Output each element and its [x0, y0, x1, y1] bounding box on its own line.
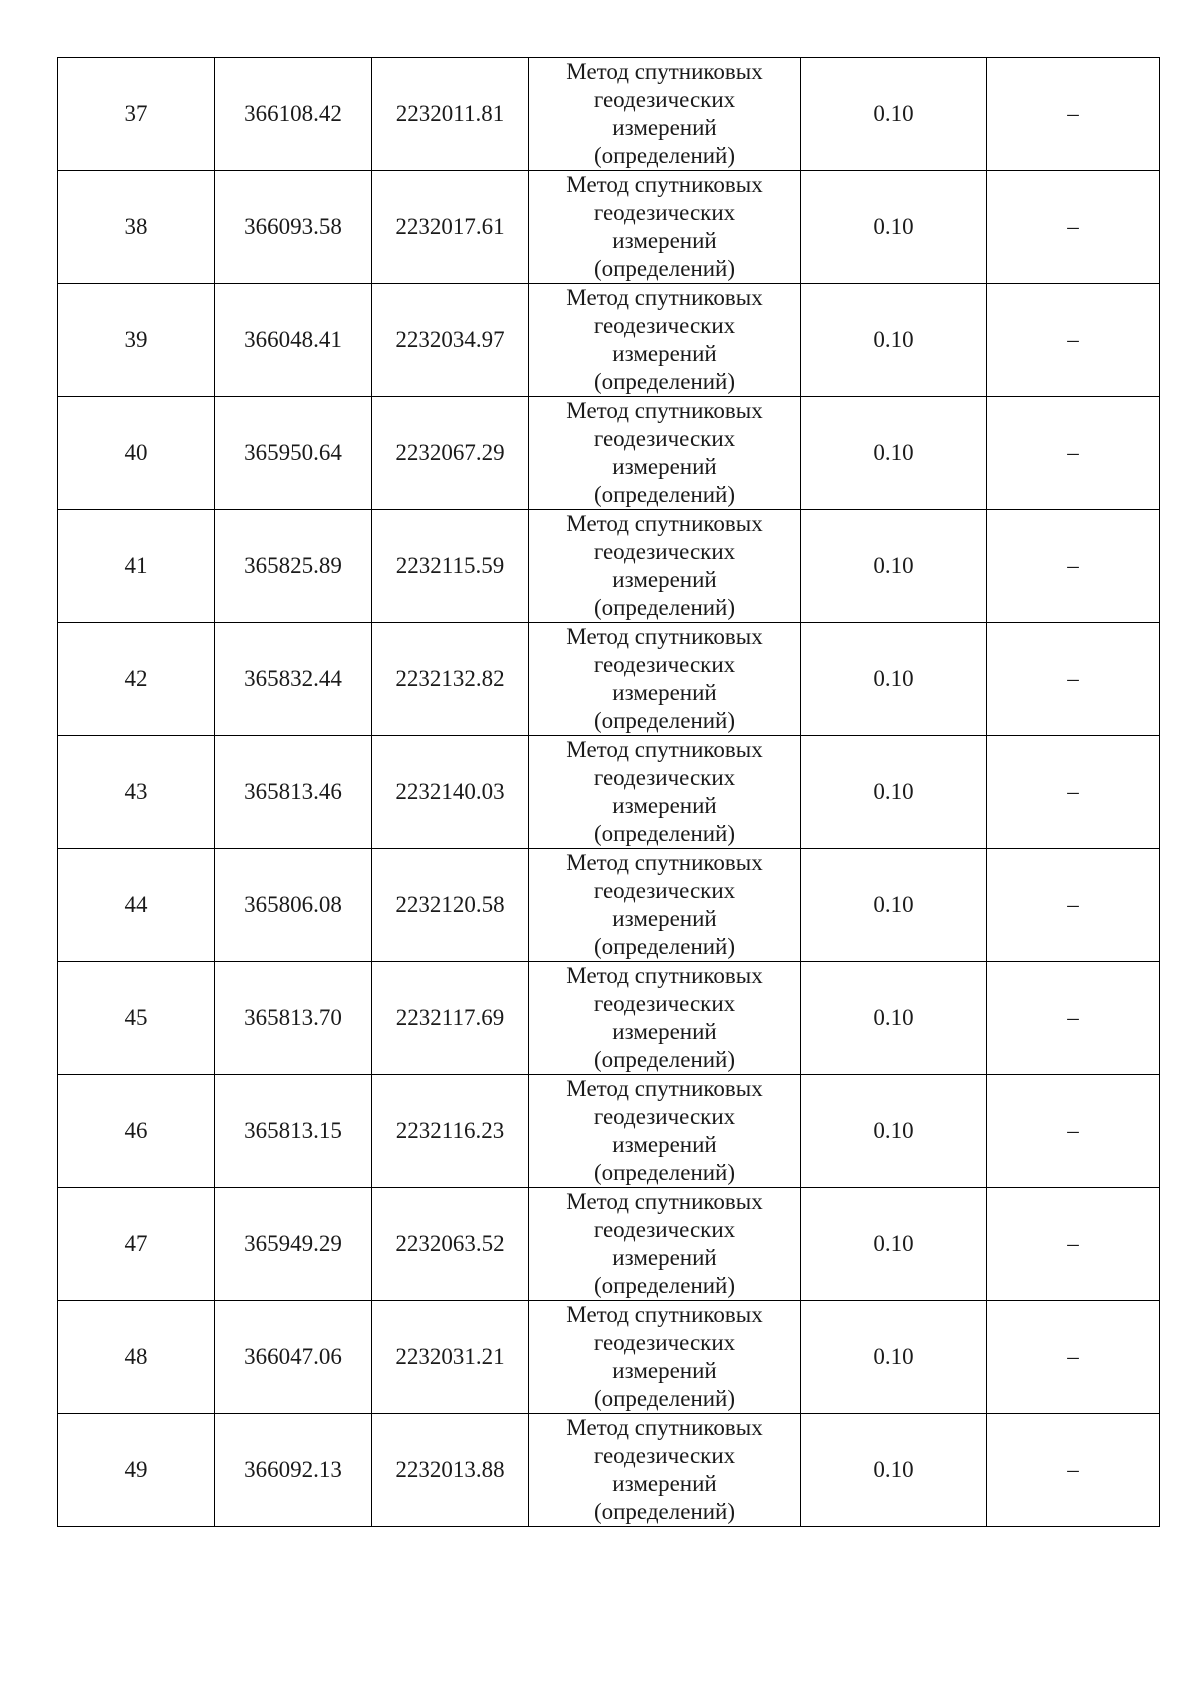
note-cell: – [987, 623, 1160, 736]
point-number-cell: 38 [58, 171, 215, 284]
document-page [57, 57, 1159, 1527]
point-number-cell: 42 [58, 623, 215, 736]
table-row [58, 1414, 1160, 1527]
accuracy-cell: 0.10 [801, 849, 987, 962]
table-row [58, 1301, 1160, 1414]
coordinates-table [57, 57, 1160, 1527]
accuracy-cell: 0.10 [801, 510, 987, 623]
accuracy-cell: 0.10 [801, 1301, 987, 1414]
method-line: измерений [612, 567, 717, 592]
method-line: геодезических [593, 313, 736, 338]
point-number-cell: 39 [58, 284, 215, 397]
x-coordinate-cell: 366092.13 [215, 1414, 372, 1527]
method-line: Метод спутниковых [566, 850, 763, 875]
method-line: измерений [612, 1471, 717, 1496]
x-coordinate-cell: 366108.42 [215, 58, 372, 171]
method-line: измерений [612, 906, 717, 931]
method-line: измерений [612, 1132, 717, 1157]
note-cell: – [987, 397, 1160, 510]
method-line: геодезических [593, 652, 736, 677]
y-coordinate-cell: 2232011.81 [372, 58, 529, 171]
accuracy-cell: 0.10 [801, 1188, 987, 1301]
y-coordinate-cell: 2232140.03 [372, 736, 529, 849]
accuracy-cell: 0.10 [801, 397, 987, 510]
method-cell [529, 1301, 801, 1414]
note-cell: – [987, 1075, 1160, 1188]
method-line: (определений) [593, 708, 736, 733]
point-number-cell: 48 [58, 1301, 215, 1414]
x-coordinate-cell: 365813.46 [215, 736, 372, 849]
method-line: измерений [612, 1245, 717, 1270]
method-line: геодезических [593, 539, 736, 564]
y-coordinate-cell: 2232132.82 [372, 623, 529, 736]
method-cell [529, 510, 801, 623]
method-line: измерений [612, 793, 717, 818]
note-cell: – [987, 736, 1160, 849]
y-coordinate-cell: 2232013.88 [372, 1414, 529, 1527]
table-row [58, 284, 1160, 397]
method-line: (определений) [593, 482, 736, 507]
method-line: геодезических [593, 1330, 736, 1355]
accuracy-cell: 0.10 [801, 736, 987, 849]
method-line: геодезических [593, 200, 736, 225]
x-coordinate-cell: 365806.08 [215, 849, 372, 962]
method-line: Метод спутниковых [566, 624, 763, 649]
method-line: измерений [612, 454, 717, 479]
method-line: (определений) [593, 1499, 736, 1524]
point-number-cell: 40 [58, 397, 215, 510]
method-line: геодезических [593, 878, 736, 903]
table-row [58, 397, 1160, 510]
y-coordinate-cell: 2232117.69 [372, 962, 529, 1075]
method-line: (определений) [593, 1273, 736, 1298]
x-coordinate-cell: 365825.89 [215, 510, 372, 623]
method-line: измерений [612, 341, 717, 366]
method-cell [529, 171, 801, 284]
method-line: измерений [612, 1358, 717, 1383]
point-number-cell: 46 [58, 1075, 215, 1188]
table-row [58, 1075, 1160, 1188]
point-number-cell: 44 [58, 849, 215, 962]
method-line: (определений) [593, 934, 736, 959]
point-number-cell: 41 [58, 510, 215, 623]
table-row [58, 58, 1160, 171]
table-row [58, 171, 1160, 284]
note-cell: – [987, 849, 1160, 962]
table-row [58, 849, 1160, 962]
note-cell: – [987, 1188, 1160, 1301]
method-cell [529, 736, 801, 849]
method-line: Метод спутниковых [566, 398, 763, 423]
point-number-cell: 43 [58, 736, 215, 849]
method-line: Метод спутниковых [566, 285, 763, 310]
method-line: Метод спутниковых [566, 1302, 763, 1327]
point-number-cell: 37 [58, 58, 215, 171]
method-line: (определений) [593, 1386, 736, 1411]
x-coordinate-cell: 366047.06 [215, 1301, 372, 1414]
method-line: геодезических [593, 87, 736, 112]
accuracy-cell: 0.10 [801, 171, 987, 284]
accuracy-cell: 0.10 [801, 284, 987, 397]
note-cell: – [987, 1414, 1160, 1527]
method-line: геодезических [593, 1443, 736, 1468]
method-line: (определений) [593, 369, 736, 394]
table-row [58, 623, 1160, 736]
note-cell: – [987, 58, 1160, 171]
point-number-cell: 47 [58, 1188, 215, 1301]
x-coordinate-cell: 365832.44 [215, 623, 372, 736]
method-cell [529, 1075, 801, 1188]
note-cell: – [987, 1301, 1160, 1414]
table-row [58, 962, 1160, 1075]
y-coordinate-cell: 2232116.23 [372, 1075, 529, 1188]
coordinates-table-body [58, 58, 1160, 1527]
method-line: (определений) [593, 595, 736, 620]
accuracy-cell: 0.10 [801, 1075, 987, 1188]
method-cell [529, 849, 801, 962]
table-row [58, 510, 1160, 623]
method-line: геодезических [593, 1104, 736, 1129]
method-line: Метод спутниковых [566, 1415, 763, 1440]
note-cell: – [987, 171, 1160, 284]
method-line: (определений) [593, 256, 736, 281]
method-line: измерений [612, 228, 717, 253]
method-line: (определений) [593, 1047, 736, 1072]
method-line: (определений) [593, 821, 736, 846]
y-coordinate-cell: 2232063.52 [372, 1188, 529, 1301]
note-cell: – [987, 510, 1160, 623]
method-cell [529, 397, 801, 510]
method-line: геодезических [593, 991, 736, 1016]
accuracy-cell: 0.10 [801, 623, 987, 736]
y-coordinate-cell: 2232067.29 [372, 397, 529, 510]
y-coordinate-cell: 2232017.61 [372, 171, 529, 284]
method-line: Метод спутниковых [566, 1189, 763, 1214]
accuracy-cell: 0.10 [801, 1414, 987, 1527]
method-line: геодезических [593, 765, 736, 790]
x-coordinate-cell: 365813.70 [215, 962, 372, 1075]
x-coordinate-cell: 366093.58 [215, 171, 372, 284]
method-cell [529, 58, 801, 171]
method-line: измерений [612, 115, 717, 140]
method-line: (определений) [593, 1160, 736, 1185]
point-number-cell: 45 [58, 962, 215, 1075]
y-coordinate-cell: 2232120.58 [372, 849, 529, 962]
note-cell: – [987, 284, 1160, 397]
x-coordinate-cell: 366048.41 [215, 284, 372, 397]
method-line: геодезических [593, 426, 736, 451]
table-row [58, 736, 1160, 849]
method-line: Метод спутниковых [566, 511, 763, 536]
x-coordinate-cell: 365813.15 [215, 1075, 372, 1188]
method-line: измерений [612, 1019, 717, 1044]
method-cell [529, 1188, 801, 1301]
y-coordinate-cell: 2232115.59 [372, 510, 529, 623]
point-number-cell: 49 [58, 1414, 215, 1527]
table-row [58, 1188, 1160, 1301]
method-line: Метод спутниковых [566, 59, 763, 84]
method-line: Метод спутниковых [566, 963, 763, 988]
method-line: Метод спутниковых [566, 172, 763, 197]
y-coordinate-cell: 2232034.97 [372, 284, 529, 397]
method-line: измерений [612, 680, 717, 705]
method-cell [529, 284, 801, 397]
method-line: Метод спутниковых [566, 737, 763, 762]
method-line: (определений) [593, 143, 736, 168]
x-coordinate-cell: 365949.29 [215, 1188, 372, 1301]
method-line: Метод спутниковых [566, 1076, 763, 1101]
y-coordinate-cell: 2232031.21 [372, 1301, 529, 1414]
x-coordinate-cell: 365950.64 [215, 397, 372, 510]
method-cell [529, 623, 801, 736]
note-cell: – [987, 962, 1160, 1075]
accuracy-cell: 0.10 [801, 58, 987, 171]
method-cell [529, 962, 801, 1075]
method-line: геодезических [593, 1217, 736, 1242]
method-cell [529, 1414, 801, 1527]
accuracy-cell: 0.10 [801, 962, 987, 1075]
